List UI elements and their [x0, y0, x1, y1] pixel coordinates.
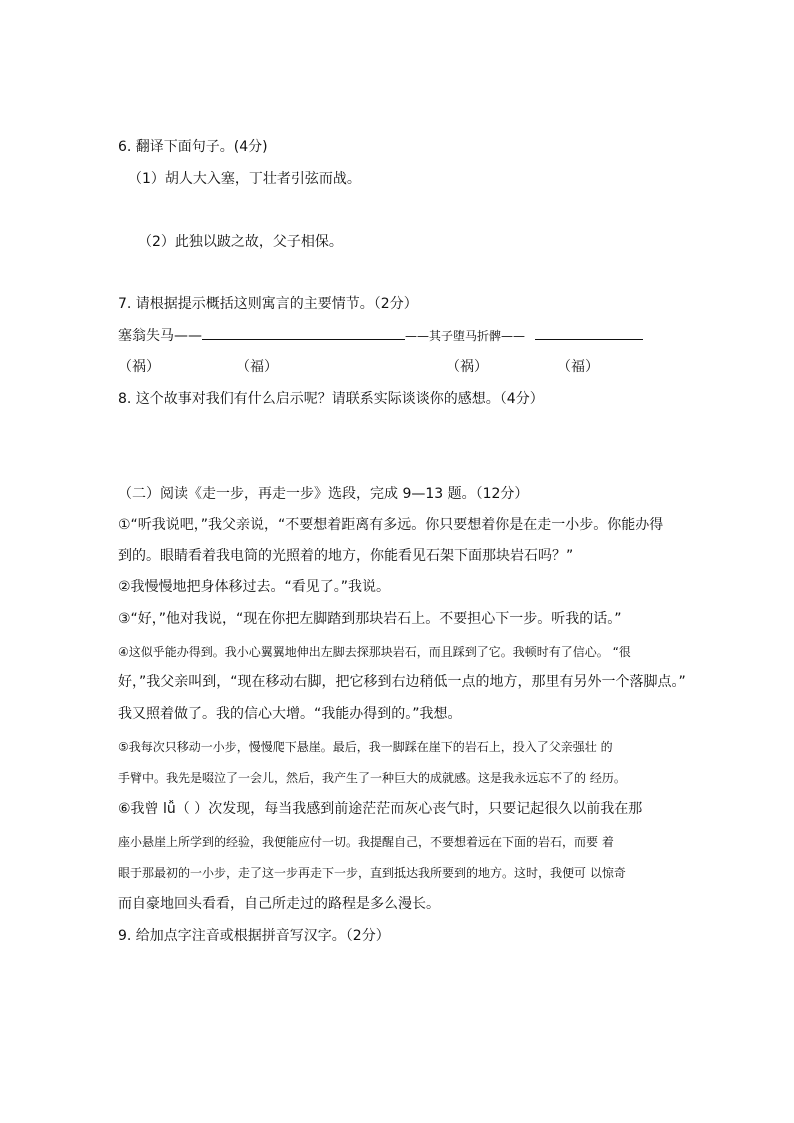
- passage-line: ④这似乎能办得到。我小心翼翼地伸出左脚去探那块岩石，而且踩到了它。我顿时有了信心。 “很: [118, 645, 631, 659]
- passage-line: ⑥我曾 lǚ（ ）次发现，每当我感到前途茫茫而灰心丧气时，只要记起很久以前我在那: [118, 801, 643, 817]
- passage-line: ②我慢慢地把身体移过去。“看见了。”我说。: [118, 579, 391, 595]
- passage-line: 座小悬崖上所学到的经验，我便能应付一切。我提醒自己，不要想着远在下面的岩石，而要 着: [118, 835, 614, 849]
- passage-line: 眼于那最初的一小步，走了这一步再走下一步，直到抵达我所要到的地方。这时，我便可 以惊奇: [118, 866, 626, 880]
- q7-label-4: （福）: [557, 359, 599, 375]
- q6-sentence-1: （1）胡人大入塞，丁壮者引弦而战。: [128, 171, 361, 187]
- q7-label-2: （福）: [236, 359, 278, 375]
- section2-heading: （二）阅读《走一步，再走一步》选段，完成 9—13 题。（12分）: [118, 486, 529, 502]
- passage-line: 我又照着做了。我的信心大增。“我能办得到的。”我想。: [118, 706, 462, 722]
- q8-title: 8. 这个故事对我们有什么启示呢？请联系实际谈谈你的感想。（4分）: [118, 391, 544, 407]
- q7-blank-2[interactable]: [535, 327, 643, 340]
- q9-title: 9. 给加点字注音或根据拼音写汉字。（2分）: [118, 928, 390, 944]
- q7-label-3: （祸）: [446, 359, 488, 375]
- passage-line: ③“好，”他对我说，“现在你把左脚踏到那块岩石上。不要担心下一步。听我的话。”: [118, 611, 622, 627]
- passage-line: 而自豪地回头看看，自己所走过的路程是多么漫长。: [118, 896, 440, 912]
- q7-label-1: （祸）: [118, 359, 160, 375]
- passage-line: 手臂中。我先是啜泣了一会儿，然后，我产生了一种巨大的成就感。这是我永远忘不了的 经历。: [118, 771, 626, 785]
- passage-line: ⑤我每次只移动一小步，慢慢爬下悬崖。最后，我一脚踩在崖下的岩石上，投入了父亲强壮 的: [118, 740, 613, 754]
- q6-sentence-2: （2）此独以跛之故，父子相保。: [138, 234, 343, 250]
- q6-title: 6. 翻译下面句子。(4分): [118, 139, 268, 155]
- q7-plot-line: [118, 327, 643, 345]
- q7-title: 7. 请根据提示概括这则寓言的主要情节。（2分）: [118, 296, 418, 312]
- q7-part-a: 塞翁失马——: [118, 328, 202, 344]
- passage-line: 好，”我父亲叫到，“现在移动右脚，把它移到右边稍低一点的地方，那里有另外一个落脚点。”: [118, 674, 686, 690]
- passage-line: 到的。眼睛看着我电筒的光照着的地方，你能看见石架下面那块岩石吗？”: [118, 548, 574, 564]
- q7-blank-1[interactable]: [202, 327, 405, 340]
- passage-line: ①“听我说吧，”我父亲说，“不要想着距离有多远。你只要想着你是在走一小步。你能办得: [118, 517, 664, 533]
- q7-part-b: ——其子堕马折髀——: [405, 329, 526, 343]
